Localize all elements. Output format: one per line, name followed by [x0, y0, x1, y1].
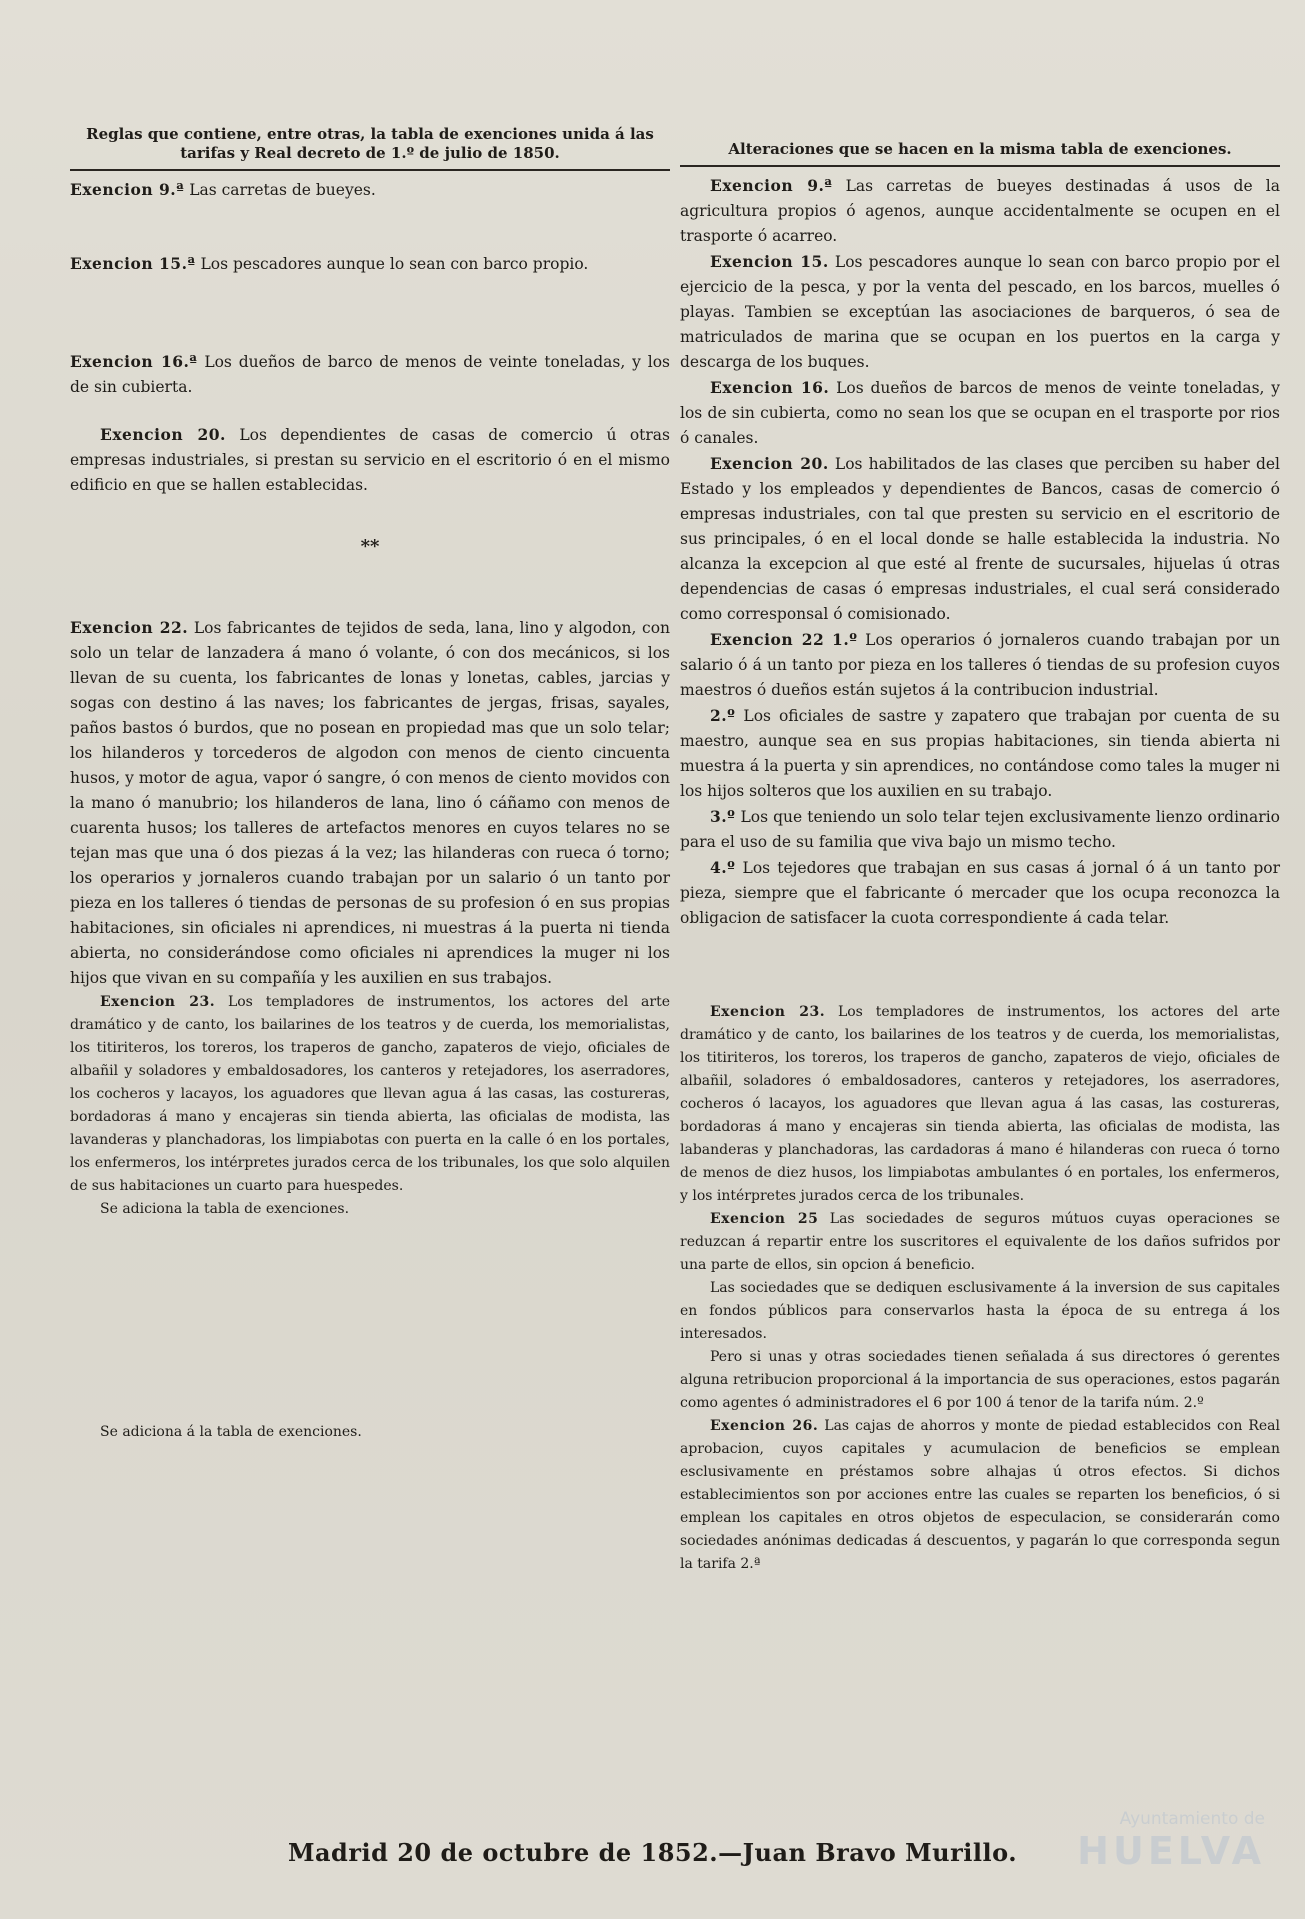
- right-exencion-25-p3: Pero si unas y otras sociedades tienen señalada á sus directores ó gerentes alguna retribucion proporcional á la importancia de sus operaciones, estos pagarán como agentes ó administradores el 6 por 100 á tenor de la tarifa núm. 2.º: [680, 1349, 1280, 1411]
- left-e23-text: Los templadores de instrumentos, los actores del arte dramático y de canto, los bailarines de los teatros y de cuerda, los memorialistas, los titiriteros, los toreros, los traperos de gancho, zapateros de viejo, oficiales de albañil y soladores y embaldosadores, los canteros y retejadores, los aserradores, los cocheros y lacayos, los aguadores que llevan agua á las casas, las costureras, bordadoras á mano y encajeras sin tienda abierta, las oficialas de modista, las lavanderas y planchadoras, los limpiabotas con puerta en la calle ó en los portales, los enfermeros, los intérpretes jurados cerca de los tribunales, los que solo alquilen de sus habitaciones un cuarto para huespedes.: [70, 994, 670, 1194]
- right-e22-3-num: 3.º: [710, 807, 736, 826]
- left-e22-text: Los fabricantes de tejidos de seda, lana, lino y algodon, con solo un telar de lanzadera á mano ó volante, ó con dos mecánicos, si los llevan de su cuenta, los fabricantes de lonas y lonetas, cables, jarcias y sogas con destino á las naves; los fabricantes de jergas, frisas, sayales, paños bastos ó burdos, que no posean en propiedad mas que un solo telar; los hilanderos y torcederos de algodon con menos de ciento cincuenta husos, y motor de agua, vapor ó sangre, ó con menos de ciento movidos con la mano ó manubrio; los hilanderos de lana, lino ó cáñamo con menos de cuarenta husos; los talleres de artefactos menores en cuyos telares no se tejan mas que una ó dos piezas á la vez; las hilanderas con rueca ó torno; los operarios y jornaleros cuando trabajan por un salario ó un tanto por pieza en los talleres ó tiendas de personas de su profesion ó en sus propias habitaciones, sin oficiales ni aprendices, ni muestras á la puerta ni tienda abierta, no considerándose como oficiales ni aprendices la muger ni los hijos que vivan en su compañía y les auxilien en sus trabajos.: [70, 619, 671, 987]
- right-e22-4-num: 4.º: [710, 858, 736, 877]
- left-e22-label: Exencion 22.: [70, 618, 189, 637]
- right-e22-2-num: 2.º: [710, 706, 736, 725]
- right-heading: Alteraciones que se hacen en la misma tabla de exenciones.: [728, 140, 1232, 158]
- right-exencion-25: [680, 1208, 1280, 1277]
- left-e20-text: Los dependientes de casas de comercio ú otras empresas industriales, si prestan su servicio en el escritorio ó en el mismo edificio en que se hallen establecidas.: [70, 426, 670, 494]
- left-exencion-9: [70, 177, 670, 203]
- left-exencion-16: [70, 349, 670, 400]
- right-e15-text: Los pescadores aunque lo sean con barco propio por el ejercicio de la pesca, y por la venta del pescado, en los barcos, muelles ó playas. Tambien se exceptúan las asociaciones de barqueros, ó sea de matriculados de marina que se ocupan en los puertos en la carga y descarga de los buques.: [680, 253, 1281, 371]
- left-e15-text: Los pescadores aunque lo sean con barco propio.: [200, 255, 589, 273]
- right-exencion-9: [680, 173, 1280, 249]
- right-e25-text: Las sociedades de seguros mútuos cuyas operaciones se reduzcan á repartir entre los suscritores el equivalente de los daños sufridos por una parte de ellos, sin opcion á beneficio.: [680, 1211, 1280, 1273]
- right-e16-label: Exencion 16.: [710, 378, 830, 397]
- right-heading-rule: [680, 165, 1280, 167]
- right-e23-label: Exencion 23.: [710, 1004, 826, 1020]
- left-exencion-15: [70, 251, 670, 277]
- left-e20-label: Exencion 20.: [100, 425, 226, 444]
- right-exencion-22-4: [680, 855, 1280, 931]
- left-column: [70, 125, 670, 1444]
- left-exencion-23: [70, 991, 670, 1198]
- right-e22-4-text: Los tejedores que trabajan en sus casas á jornal ó á un tanto por pieza, siempre que el fabricante ó mercader que los ocupa reconozca la obligacion de satisfacer la cuota correspondiente á cada telar.: [680, 859, 1280, 927]
- right-e15-label: Exencion 15.: [710, 252, 829, 271]
- left-heading: Reglas que contiene, entre otras, la tabla de exenciones unida á las tarifas y Real decreto de 1.º de julio de 1850.: [86, 125, 654, 162]
- right-e22-1-text: Los operarios ó jornaleros cuando trabajan por un salario ó á un tanto por pieza en los talleres ó tiendas de su profesion cuyos maestros ó dueños están sujetos á la contribucion industrial.: [680, 631, 1280, 699]
- right-exencion-16: [680, 375, 1280, 451]
- right-exencion-26: [680, 1415, 1280, 1576]
- right-exencion-22-1: [680, 627, 1280, 703]
- right-e20-label: Exencion 20.: [710, 454, 829, 473]
- watermark-line2: HUELVA: [1077, 1829, 1265, 1873]
- right-e25-label: Exencion 25: [710, 1211, 819, 1227]
- right-e26-label: Exencion 26.: [710, 1418, 819, 1434]
- left-heading-rule: [70, 169, 670, 171]
- right-exencion-15: [680, 249, 1280, 375]
- right-e22-2-text: Los oficiales de sastre y zapatero que trabajan por cuenta de su maestro, aunque sea en sus propias habitaciones, sin tienda abierta ni muestra á la puerta y sin aprendices, no contándose como tales la muger ni los hijos solteros que los auxilien en su trabajo.: [680, 707, 1280, 800]
- right-e20-text: Los habilitados de las clases que perciben su haber del Estado y los empleados y dependientes de Bancos, casas de comercio ó empresas industriales, con tal que presten su servicio en el escritorio de sus principales, ó en el local donde se halle establecida la industria. No alcanza la excepcion al que esté al frente de sucursales, hijuelas ú otras dependencias de casas ó empresas industriales, el cual será considerado como corresponsal ó comisionado.: [680, 455, 1281, 623]
- right-e16-text: Los dueños de barcos de menos de veinte toneladas, y los de sin cubierta, como no sean los que se ocupan en el trasporte por rios ó canales.: [680, 379, 1281, 447]
- left-separator: **: [360, 536, 380, 557]
- right-e9-label: Exencion 9.ª: [710, 176, 833, 195]
- left-e9-label: Exencion 9.ª: [70, 180, 185, 199]
- right-exencion-23: [680, 1001, 1280, 1208]
- left-exencion-22: [70, 615, 670, 991]
- left-e16-label: Exencion 16.ª: [70, 352, 198, 371]
- right-e22-3-text: Los que teniendo un solo telar tejen exclusivamente lienzo ordinario para el uso de su familia que viva bajo un mismo techo.: [680, 808, 1280, 851]
- left-e23-label: Exencion 23.: [100, 994, 216, 1010]
- right-e22-1-num: 1.º: [832, 630, 858, 649]
- right-column: [680, 140, 1280, 1576]
- right-exencion-22-2: [680, 703, 1280, 804]
- right-e26-text: Las cajas de ahorros y monte de piedad establecidos con Real aprobacion, cuyos capitales y acumulacion de beneficios se emplean esclusivamente en préstamos sobre alhajas ú otros efectos. Si dichos establecimientos son por acciones entre las cuales se reparten los beneficios, ó si emplean los capitales en otros objetos de especulacion, se considerarán como sociedades anónimas dedicadas á descuentos, y pagarán lo que corresponda segun la tarifa 2.ª: [680, 1418, 1280, 1572]
- watermark-line1: Ayuntamiento de: [1119, 1809, 1265, 1829]
- left-addition-1: Se adiciona la tabla de exenciones.: [100, 1201, 350, 1217]
- right-exencion-22-3: [680, 804, 1280, 855]
- left-e9-text: Las carretas de bueyes.: [189, 181, 376, 199]
- watermark-logo: [1025, 1809, 1265, 1889]
- left-e16-text: Los dueños de barco de menos de veinte toneladas, y los de sin cubierta.: [70, 353, 670, 396]
- signature-line: Madrid 20 de octubre de 1852.—Juan Bravo Murillo.: [287, 1838, 1018, 1867]
- right-exencion-25-p2: Las sociedades que se dediquen esclusivamente á la inversion de sus capitales en fondos públicos para conservarlos hasta la época de su entrega á los interesados.: [680, 1280, 1280, 1342]
- left-e15-label: Exencion 15.ª: [70, 254, 196, 273]
- right-e23-text: Los templadores de instrumentos, los actores del arte dramático y de canto, los bailarines de los teatros y de cuerda, los memorialistas, los titiriteros, los toreros, los traperos de gancho, zapateros de viejo, oficiales de albañil, soladores ó embaldosadores, canteros y retejadores, los aserradores, cocheros ó lacayos, los aguadores que llevan agua á las casas, las costureras, bordadoras á mano y encajeras sin tienda abierta, las oficialas de modista, las labanderas y planchadoras, las cardadoras á mano é hilanderas con rueca ó torno de menos de diez husos, los limpiabotas ambulantes ó en portales, los enfermeros, y los intérpretes jurados cerca de los tribunales.: [680, 1004, 1280, 1204]
- left-addition-2: Se adiciona á la tabla de exenciones.: [100, 1424, 362, 1440]
- right-exencion-20: [680, 451, 1280, 627]
- left-exencion-20: [70, 422, 670, 498]
- right-e9-text: Las carretas de bueyes destinadas á usos de la agricultura propios ó agenos, aunque accidentalmente se ocupen en el trasporte ó acarreo.: [680, 177, 1280, 245]
- right-e22-label: Exencion 22: [710, 630, 825, 649]
